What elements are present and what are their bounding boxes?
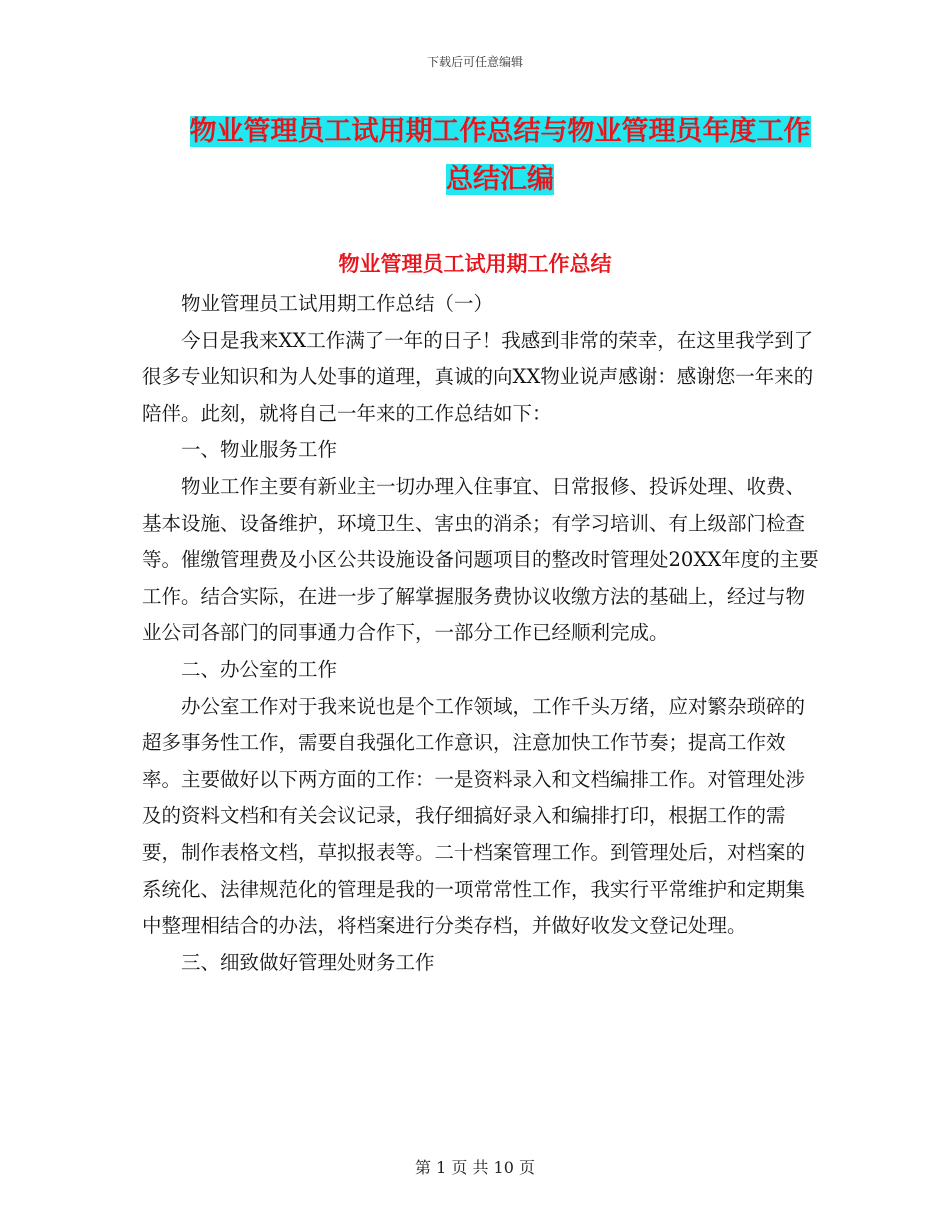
paragraph: 物业工作主要有新业主一切办理入住事宜、日常报修、投诉处理、收费、基本设施、设备维护，环境卫生、害虫的消杀；有学习培训、有上级部门检查等。催缴管理费及小区公共设施设备问题项目的整改时管理处20XX年度的主要工作。结合实际，在进一步了解掌握服务费协议收缴方法的基础上，经过与物业公司各部门的同事通力合作下，一部分工作已经顺利完成。: [142, 474, 819, 645]
page-footer: 第 1 页 共 10 页: [415, 1158, 535, 1177]
main-title: [140, 108, 860, 204]
main-title-line1: 物业管理员工试用期工作总结与物业管理员年度工作: [189, 116, 811, 147]
header-note: 下载后可任意编辑: [426, 55, 523, 69]
paragraph: 今日是我来XX工作满了一年的日子！我感到非常的荣幸，在这里我学到了很多专业知识和为人处事的道理，真诚的向XX物业说声感谢：感谢您一年来的陪伴。此刻，就将自己一年来的工作总结如下：: [142, 328, 814, 425]
paragraph: 三、细致做好管理处财务工作: [181, 950, 435, 974]
paragraph: 一、物业服务工作: [181, 438, 338, 462]
section-title: 物业管理员工试用期工作总结: [338, 252, 612, 276]
document-body: [142, 286, 822, 981]
paragraph: 办公室工作对于我来说也是个工作领域，工作千头万绪，应对繁杂琐碎的超多事务性工作，需要自我强化工作意识，注意加快工作节奏；提高工作效率。主要做好以下两方面的工作：一是资料录入和文档编排工作。对管理处涉及的资料文档和有关会议记录，我仔细搞好录入和编排打印，根据工作的需要，制作表格文档，草拟报表等。二十档案管理工作。到管理处后，对档案的系统化、法律规范化的管理是我的一项常常性工作，我实行平常维护和定期集中整理相结合的办法，将档案进行分类存档，并做好收发文登记处理。: [142, 694, 806, 938]
main-title-line2: 总结汇编: [446, 164, 554, 195]
paragraph: 物业管理员工试用期工作总结（一）: [181, 292, 494, 315]
paragraph: 二、办公室的工作: [181, 657, 338, 681]
